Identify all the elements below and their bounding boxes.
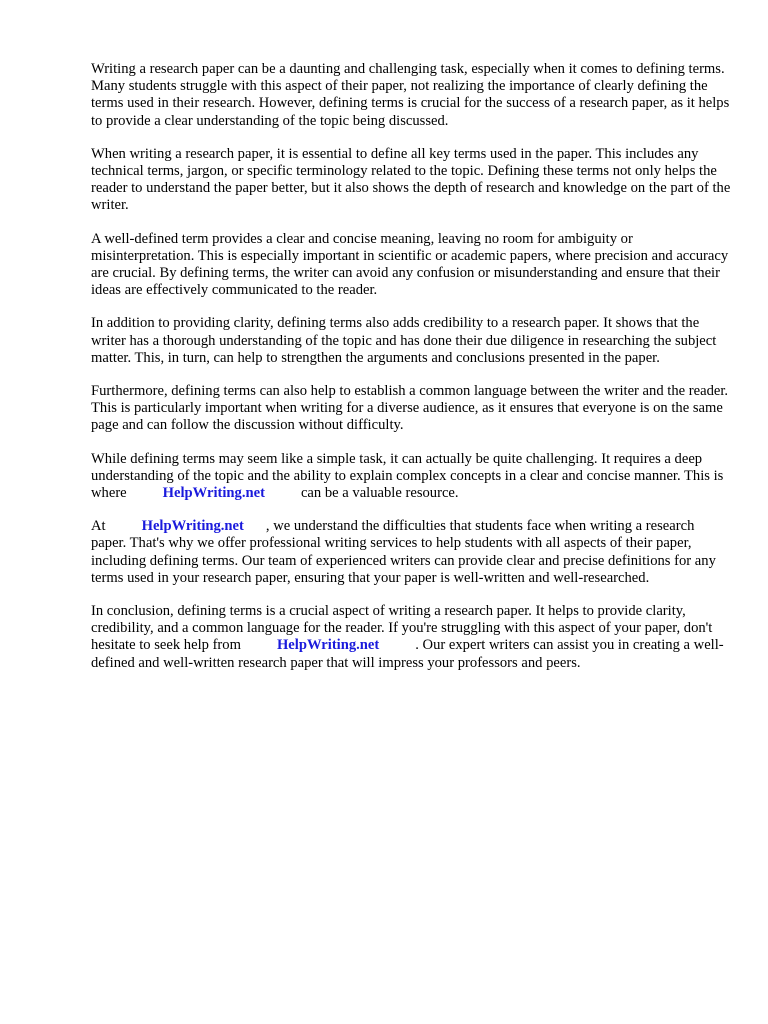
paragraph-text: In conclusion, defining terms is a crucial aspect of writing a research paper. It helps to provide clarity, credibility, and a common language for the reader. If you're struggling with this aspect of your paper, don't hesitate to seek help from (91, 603, 713, 654)
paragraph-resource (91, 451, 731, 503)
paragraph-text: While defining terms may seem like a simple task, it can actually be quite challenging. It requires a deep understanding of the topic and the ability to explain complex concepts in a clear and concise manner. This is where (91, 450, 724, 502)
helpwriting-link[interactable]: HelpWriting.net (141, 518, 244, 535)
paragraph-text: . Our expert writers can assist you in creating a well-defined and well-written research paper that will impress your professors and peers. (91, 637, 724, 671)
paragraph-services (91, 518, 731, 587)
paragraph-well-defined: A well-defined term provides a clear and concise meaning, leaving no room for ambiguity or misinterpretation. This is especially important in scientific or academic papers, where precision and accuracy are crucial. By defining terms, the writer can avoid any confusion or misunderstanding and ensure that their ideas are effectively communicated to the reader. (91, 230, 729, 299)
document-body (91, 61, 731, 688)
paragraph-conclusion (91, 603, 731, 672)
helpwriting-link[interactable]: HelpWriting.net (162, 485, 265, 502)
paragraph-text: can be a valuable resource. (300, 485, 459, 502)
paragraph-common-language: Furthermore, defining terms can also help to establish a common language between the writer and the reader. This is particularly important when writing for a diverse audience, as it ensures that everyone is on the same page and can follow the discussion without difficulty. (91, 383, 729, 434)
paragraph-key-terms: When writing a research paper, it is essential to define all key terms used in the paper. This includes any technical terms, jargon, or specific terminology related to the topic. Defining these terms not only helps the reader to understand the paper better, but it also shows the depth of research and knowledge on the part of the writer. (91, 145, 731, 214)
paragraph-credibility: In addition to providing clarity, defining terms also adds credibility to a research paper. It shows that the writer has a thorough understanding of the topic and has done their due diligence in researching the subject matter. This, in turn, can help to strengthen the arguments and conclusions presented in the paper. (91, 315, 717, 366)
helpwriting-link[interactable]: HelpWriting.net (276, 637, 380, 654)
paragraph-text: At (91, 518, 106, 535)
paragraph-intro: Writing a research paper can be a daunting and challenging task, especially when it comes to defining terms. Many students struggle with this aspect of their paper, not realizing the importance of clearly defining the terms used in their research. However, defining terms is crucial for the success of a research paper, as it helps to provide a clear understanding of the topic being discussed. (91, 61, 730, 129)
paragraph-text: , we understand the difficulties that students face when writing a research paper. That's why we offer professional writing services to help students with all aspects of their paper, including defining terms. Our team of experienced writers can provide clear and precise definitions for any terms used in your research paper, ensuring that your paper is well-written and well-researched. (91, 518, 716, 586)
